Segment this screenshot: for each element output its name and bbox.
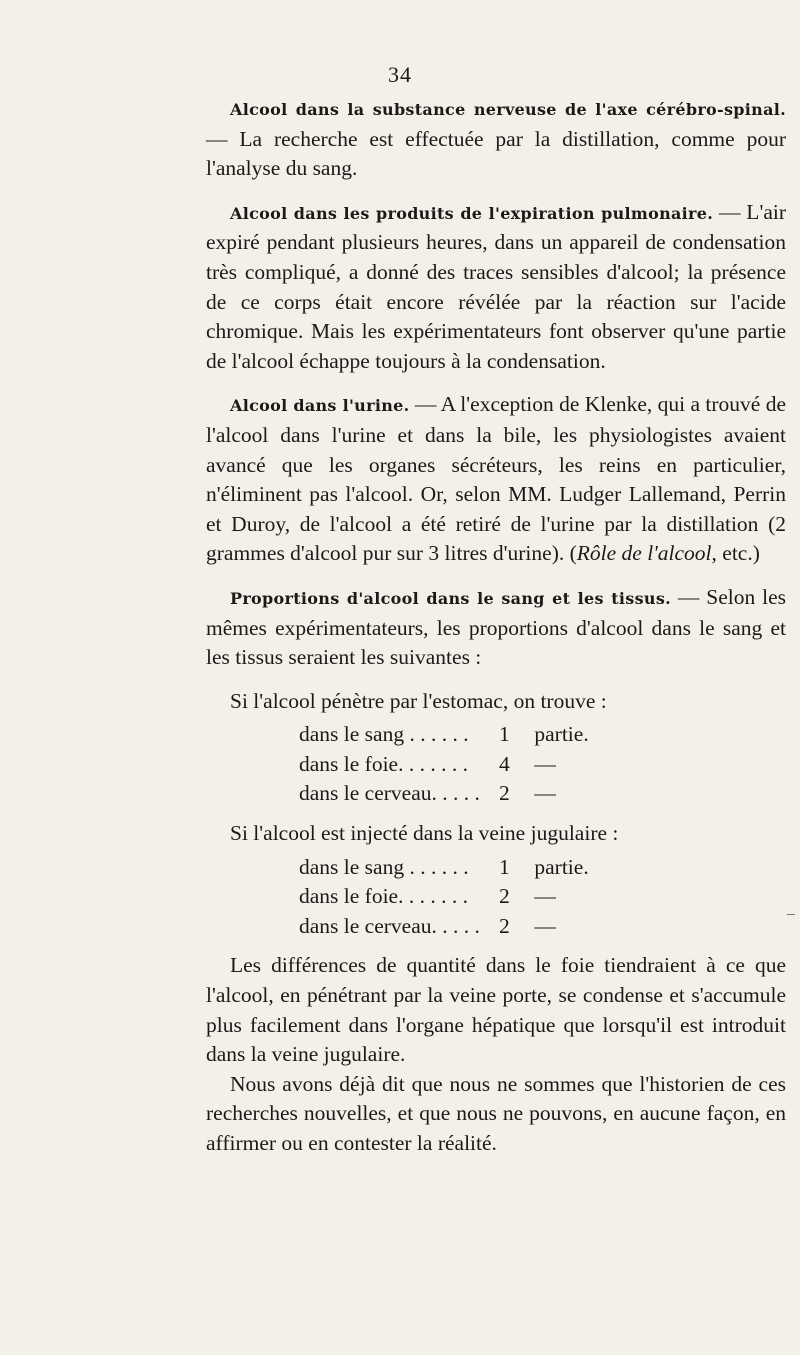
stomach-proportions-list <box>206 720 786 809</box>
conclusion-paragraph-2: Nous avons déjà dit que nous ne sommes que l'historien de ces recherches nouvelles, et que nous ne pouvons, en aucune façon, en affirmer ou en contester la réalité. <box>206 1071 786 1155</box>
section-proportions <box>206 583 786 673</box>
conclusion-paragraph-1: Les différences de quantité dans le foie tiendraient à ce que l'alcool, en pénétrant par la veine porte, se condense et s'accumule plus facilement dans l'organe hépatique que lorsqu'il est introduit dans la veine jugulaire. <box>206 953 786 1067</box>
location-label: dans le sang . . . . . . <box>299 854 469 879</box>
unit-label: — <box>529 781 556 806</box>
amount-value: 2 <box>499 781 510 806</box>
location-label: dans le foie. . . . . . . <box>299 884 468 909</box>
page-number: 34 <box>388 62 412 87</box>
amount-value: 4 <box>499 751 510 776</box>
unit-label: partie. <box>529 722 589 747</box>
list-item <box>299 720 699 750</box>
jugular-proportions-list <box>206 853 786 942</box>
margin-mark <box>787 914 795 915</box>
section-body: — La recherche est effectuée par la distillation, comme pour l'analyse du sang. <box>206 126 786 181</box>
list-item <box>299 912 699 942</box>
section-body-end: , etc.) <box>711 541 760 566</box>
list-item <box>299 779 699 809</box>
section-heading: Alcool dans la substance nerveuse de l'axe cérébro-spinal. <box>230 100 786 119</box>
location-label: dans le sang . . . . . . <box>299 722 469 747</box>
list-item <box>299 853 699 883</box>
section-urine <box>206 390 786 569</box>
amount-value: 1 <box>499 854 510 879</box>
section-heading: Alcool dans l'urine. <box>230 396 410 416</box>
location-label: dans le cerveau. . . . . <box>299 913 480 938</box>
location-label: dans le cerveau. . . . . <box>299 781 480 806</box>
amount-value: 1 <box>499 722 510 747</box>
section-heading: Alcool dans les produits de l'expiration pulmonaire. <box>230 203 714 223</box>
unit-label: — <box>529 751 556 776</box>
unit-label: — <box>529 913 556 938</box>
stomach-lead: Si l'alcool pénètre par l'estomac, on trouve : <box>230 688 607 713</box>
list-item <box>299 750 699 780</box>
amount-value: 2 <box>499 913 510 938</box>
text-block <box>206 94 786 1159</box>
citation-title: Rôle de l'alcool <box>576 541 712 566</box>
section-body: — A l'exception de Klenke, qui a trouvé de l'alcool dans l'urine et dans la bile, les physiologistes avaient avancé que les organes sécréteurs, les reins en particulier, n'éliminent pas l'alcool. Or, selon MM. Ludger Lallemand, Perrin et Duroy, de l'alcool a été retiré de l'urine par la distillation (2 grammes d'alcool pur sur 3 litres d'urine). ( <box>206 392 786 566</box>
section-body: — L'air expiré pendant plusieurs heures, dans un appareil de condensation très compliqué, a donné des traces sensibles d'alcool; la présence de ce corps était encore révélée par la réaction sur l'acide chromique. Mais les expérimentateurs font observer qu'une partie de l'alcool échappe toujours à la condensation. <box>206 199 786 373</box>
amount-value: 2 <box>499 884 510 909</box>
location-label: dans le foie. . . . . . . <box>299 751 468 776</box>
jugular-lead: Si l'alcool est injecté dans la veine jugulaire : <box>230 821 619 846</box>
unit-label: partie. <box>529 854 589 879</box>
unit-label: — <box>529 884 556 909</box>
section-expiration <box>206 198 786 377</box>
section-nervous-system <box>206 94 786 184</box>
list-item <box>299 882 699 912</box>
section-body: — Selon les mêmes expérimentateurs, les proportions d'alcool dans le sang et les tissus seraient les suivantes : <box>206 584 786 670</box>
section-heading: Proportions d'alcool dans le sang et les tissus. <box>230 588 671 608</box>
